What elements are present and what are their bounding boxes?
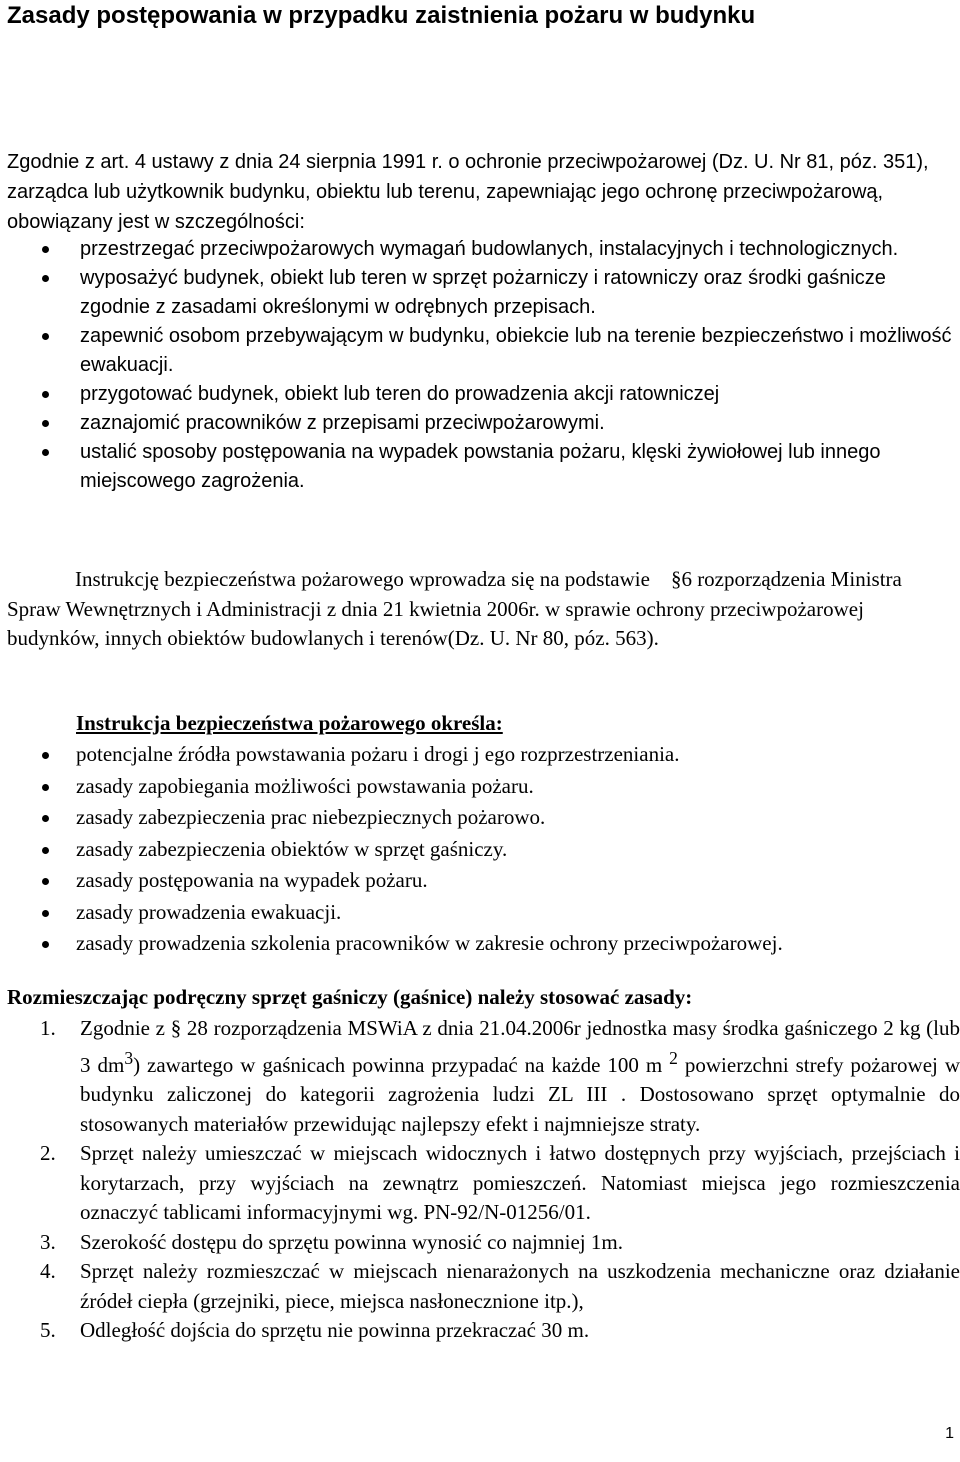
list-item: potencjalne źródła powstawania pożaru i drogi j ego rozprzestrzeniania. [0,740,960,772]
section-reference: 6 [681,567,692,591]
intro-paragraph: Zgodnie z art. 4 ustawy z dnia 24 sierpnia 1991 r. o ochronie przeciwpożarowej (Dz. U. Nr 81, póz. 351), zarządca lub użytkownik budynku, obiektu lub terenu, zapewniając jego ochronę przeciwpożarową, obowiązany jest w szczególności: [7,151,929,233]
rules-list [0,1014,960,1346]
instruction-heading: Instrukcja bezpieczeństwa pożarowego określa: [76,711,503,735]
rule-number: 2. [40,1141,56,1165]
rule-item: 1. Zgodnie z § 28 rozporządzenia MSWiA z dnia 21.04.2006r jednostka masy środka gaśniczego 2 kg (lub 3 $dm^3$) zawartego w gaśnicach powinna przypadać na każde 100 m $^2$ powierzchni strefy pożarowej w budynku zaliczonej do kategorii zagrożenia ludzi ZL III . Dostosowano sprzęt optymalnie do stosowanych materiałów przewidując najlepszy efekt i najmniejsze straty. [40,1016,960,1136]
instruction-text-end: rozporządzenia Ministra Spraw Wewnętrznych i Administracji z dnia 21 kwietnia 2006r. w sprawie ochrony przeciwpożarowej budynków, innych obiektów budowlanych i terenów(Dz. U. Nr 80, póz. 563). [7,567,902,650]
list-item: przestrzegać przeciwpożarowych wymagań budowlanych, instalacyjnych i technologicznych. [0,235,958,264]
page-number: 1 [945,1425,954,1442]
list-item: zasady zabezpieczenia prac niebezpiecznych pożarowo. [0,803,960,835]
list-item: zasady prowadzenia ewakuacji. [0,898,960,930]
superscript: 3 [124,1047,134,1068]
section-reference: 28 [186,1016,208,1040]
list-item: ustalić sposoby postępowania na wypadek powstania pożaru, klęski żywiołowej lub innego miejscowego zagrożenia. [0,438,958,496]
list-item: przygotować budynek, obiekt lub teren do prowadzenia akcji ratowniczej [0,380,958,409]
rule-number: 5. [40,1318,56,1342]
list-item: zasady zapobiegania możliwości powstawania pożaru. [0,772,960,804]
list-item: zapewnić osobom przebywającym w budynku, obiekcie lub na terenie bezpieczeństwo i możliwość ewakuacji. [0,322,958,380]
list-item: zasady zabezpieczenia obiektów w sprzęt gaśniczy. [0,835,960,867]
superscript: 2 [669,1047,678,1068]
rule-item: 5. Odległość dojścia do sprzętu nie powinna przekraczać 30 m. [0,1316,960,1346]
instruction-paragraph: Instrukcję bezpieczeństwa pożarowego wprowadza się na podstawie §6 rozporządzenia Ministra Spraw Wewnętrznych i Administracji z dnia 21 kwietnia 2006r. w sprawie ochrony przeciwpożarowej budynków, innych obiektów budowlanych i terenów(Dz. U. Nr 80, póz. 563). [7,567,902,650]
rules-heading: Rozmieszczając podręczny sprzęt gaśniczy (gaśnice) należy stosować zasady: [7,985,693,1009]
rule-number: 3. [40,1229,56,1254]
obligations-list [0,235,960,496]
document-title: Zasady postępowania w przypadku zaistnienia pożaru w budynku [7,2,756,29]
list-item: zasady prowadzenia szkolenia pracowników w zakresie ochrony przeciwpożarowej. [0,929,960,961]
list-item: zasady postępowania na wypadek pożaru. [0,866,960,898]
instruction-text-start: Instrukcję bezpieczeństwa pożarowego wprowadza się na podstawie [75,567,650,591]
list-item: zaznajomić pracowników z przepisami przeciwpożarowymi. [0,409,958,438]
rule-number: 1. [40,1016,56,1040]
rule-item: 3. Szerokość dostępu do sprzętu powinna wynosić co najmniej 1m. [0,1228,960,1258]
instruction-items-list [0,740,960,961]
rule-number: 4. [40,1259,56,1283]
list-item: wyposażyć budynek, obiekt lub teren w sprzęt pożarniczy i ratowniczy oraz środki gaśnicze zgodnie z zasadami określonymi w odrębnych przepisach. [0,264,958,322]
rule-item: 2. Sprzęt należy umieszczać w miejscach widocznych i łatwo dostępnych przy wyjściach, przejściach i korytarzach, przy wyjściach na zewnątrz pomieszczeń. Natomiast miejsca jego rozmieszczenia oznaczyć tablicami informacyjnymi wg. PN-92/N-01256/01. [40,1141,960,1224]
rule-item: 4. Sprzęt należy rozmieszczać w miejscach nienarażonych na uszkodzenia mechaniczne oraz działanie źródeł ciepła (grzejniki, piece, miejsca nasłonecznione itp.), [40,1259,960,1313]
